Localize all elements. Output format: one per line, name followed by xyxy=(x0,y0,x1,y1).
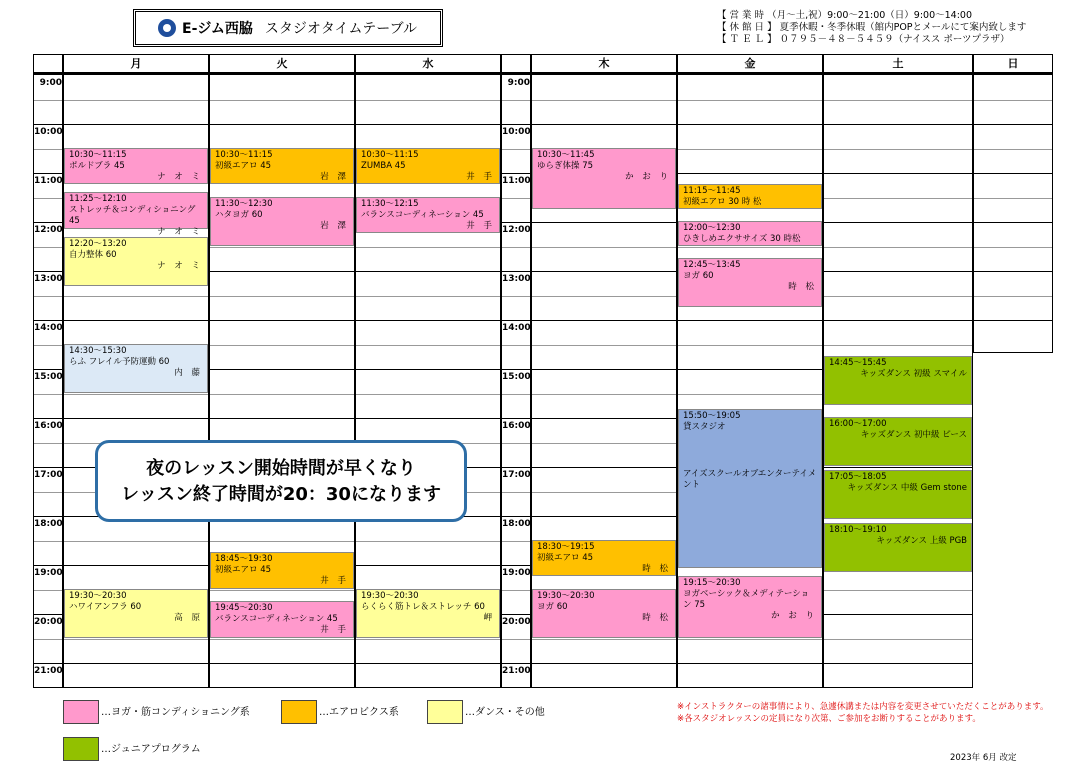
lesson-time: 11:30～12:15 xyxy=(361,198,419,209)
lesson-name: キッズダンス 上級 PGB xyxy=(876,536,967,547)
grid-line xyxy=(532,222,676,223)
grid-line xyxy=(678,394,822,395)
day-header: 火 xyxy=(209,54,355,74)
grid-line xyxy=(532,124,676,125)
grid-line xyxy=(356,320,500,321)
lesson-block[interactable] xyxy=(64,192,208,238)
lesson-instructor: 井 手 xyxy=(320,624,349,635)
grid-line xyxy=(356,296,500,297)
grid-line xyxy=(532,443,676,444)
grid-line xyxy=(64,100,208,101)
grid-line xyxy=(502,222,530,223)
grid-line xyxy=(532,418,676,419)
grid-line xyxy=(824,247,972,248)
notice-line-1: 夜のレッスン開始時間が早くなり xyxy=(146,458,416,479)
notice-line-2: レッスン終了時間が20：30になります xyxy=(121,484,441,505)
gym-logo-icon xyxy=(158,19,176,37)
time-column xyxy=(501,74,531,688)
grid-line xyxy=(210,320,354,321)
note-capacity: ※各スタジオレッスンの定員になり次第、ご参加をお断りすることがあります。 xyxy=(677,714,981,724)
lesson-instructor: 井 手 xyxy=(320,575,349,586)
grid-line xyxy=(678,369,822,370)
grid-line xyxy=(532,369,676,370)
lesson-instructor: アイズスクールオブエンターテイメント xyxy=(683,468,817,490)
grid-line xyxy=(502,516,530,517)
lesson-block[interactable] xyxy=(210,197,354,246)
grid-line xyxy=(356,271,500,272)
grid-line xyxy=(64,541,208,542)
lesson-name: 自力整体 60 xyxy=(69,250,117,261)
lesson-time: 14:30～15:30 xyxy=(69,345,127,356)
grid-line xyxy=(64,394,208,395)
lesson-instructor: 内 藤 xyxy=(174,367,203,378)
grid-line xyxy=(824,590,972,591)
grid-line xyxy=(502,271,530,272)
grid-line xyxy=(974,100,1052,101)
hours-info: 【 営 業 時 （月～土,祝）9:00～21:00（日）9:00～14:00 xyxy=(717,10,973,21)
grid-line xyxy=(356,124,500,125)
grid-line xyxy=(974,198,1052,199)
lesson-time: 15:50～19:05 xyxy=(683,410,741,421)
grid-line xyxy=(34,345,62,346)
time-label: 13:00 xyxy=(34,274,63,284)
grid-line xyxy=(678,149,822,150)
grid-line xyxy=(34,124,62,125)
lesson-name: キッズダンス 中級 Gem stone xyxy=(847,483,967,494)
lesson-name: バランスコーディネーション 45 xyxy=(361,209,484,220)
grid-line xyxy=(210,590,354,591)
lesson-block[interactable] xyxy=(210,552,354,589)
grid-line xyxy=(502,492,530,493)
grid-line xyxy=(532,663,676,664)
grid-line xyxy=(210,418,354,419)
note-instructor: ※インストラクターの諸事情により、急遽休講または内容を変更させていただくことがあります。 xyxy=(677,702,1049,712)
grid-line xyxy=(34,443,62,444)
time-label: 11:00 xyxy=(502,176,531,186)
grid-line xyxy=(502,173,530,174)
lesson-time: 19:30～20:30 xyxy=(361,590,419,601)
grid-line xyxy=(210,296,354,297)
grid-line xyxy=(34,467,62,468)
grid-line xyxy=(532,100,676,101)
day-header: 金 xyxy=(677,54,823,74)
lesson-name: ゆらぎ体操 75 xyxy=(537,160,594,171)
grid-line xyxy=(824,271,972,272)
time-label: 13:00 xyxy=(502,274,531,284)
lesson-name: キッズダンス 初中級 ピース xyxy=(860,430,967,440)
brand-name: E-ジム西脇 xyxy=(182,21,253,37)
grid-line xyxy=(678,639,822,640)
grid-line xyxy=(532,492,676,493)
lesson-instructor: か お り xyxy=(771,611,817,622)
lesson-block[interactable] xyxy=(824,523,972,572)
grid-line xyxy=(974,271,1052,272)
grid-line xyxy=(356,247,500,248)
grid-line xyxy=(356,565,500,566)
time-label: 11:00 xyxy=(34,176,63,186)
time-label: 21:00 xyxy=(502,666,531,676)
lesson-time: 18:45～19:30 xyxy=(215,553,273,564)
grid-line xyxy=(824,173,972,174)
grid-line xyxy=(34,541,62,542)
lesson-name: 初級エアロ 45 xyxy=(537,552,594,563)
lesson-name: 初級エアロ 45 xyxy=(215,564,272,575)
lesson-name: キッズダンス 初級 スマイル xyxy=(860,368,967,379)
grid-line xyxy=(502,639,530,640)
lesson-instructor: ナ オ ミ xyxy=(157,227,203,238)
time-label: 15:00 xyxy=(502,372,531,382)
lesson-instructor: ナ オ ミ xyxy=(157,261,203,272)
grid-line xyxy=(502,418,530,419)
lesson-name: ヨガ 60 xyxy=(683,270,714,281)
notice-box xyxy=(95,440,467,522)
grid-line xyxy=(34,100,62,101)
grid-line xyxy=(532,639,676,640)
time-label: 12:00 xyxy=(502,225,531,235)
lesson-time: 11:15～11:45 xyxy=(683,186,741,197)
lesson-name: 貸スタジオ xyxy=(683,421,726,432)
grid-line xyxy=(824,222,972,223)
lesson-block[interactable] xyxy=(356,197,500,234)
lesson-name: 初級エアロ 45 xyxy=(215,160,272,171)
grid-line xyxy=(824,320,972,321)
lesson-name: 初級エアロ 30 時 松 xyxy=(683,197,762,208)
time-label: 20:00 xyxy=(34,617,63,627)
grid-line xyxy=(502,541,530,542)
time-label: 19:00 xyxy=(502,568,531,578)
lesson-name: ハワイアンフラ 60 xyxy=(69,601,142,612)
grid-line xyxy=(678,345,822,346)
time-label: 17:00 xyxy=(34,470,63,480)
closed-info: 【 休 館 日 】 夏季休暇・冬季休暇（館内POPとメールにて案内致します xyxy=(717,22,1027,33)
grid-line xyxy=(210,541,354,542)
lesson-name: バランスコーディネーション 45 xyxy=(215,613,338,624)
lesson-block[interactable] xyxy=(532,148,676,209)
grid-line xyxy=(210,100,354,101)
tel-info: 【 Ｔ Ｅ Ｌ 】 ０７９５－４８－５４５９（ナイスス ポーツプラザ） xyxy=(717,34,1010,45)
grid-line xyxy=(678,663,822,664)
grid-line xyxy=(532,247,676,248)
grid-line xyxy=(824,663,972,664)
lesson-block[interactable] xyxy=(532,589,676,638)
grid-line xyxy=(502,198,530,199)
lesson-time: 19:15～20:30 xyxy=(683,578,741,589)
grid-line xyxy=(64,124,208,125)
grid-line xyxy=(34,394,62,395)
grid-line xyxy=(34,639,62,640)
grid-line xyxy=(532,296,676,297)
grid-line xyxy=(64,565,208,566)
lesson-block[interactable] xyxy=(64,148,208,185)
grid-line xyxy=(532,467,676,468)
lesson-time: 11:30～12:30 xyxy=(215,198,273,209)
legend-label-junior: …ジュニアプログラム xyxy=(101,744,201,755)
grid-line xyxy=(974,173,1052,174)
grid-line xyxy=(824,614,972,615)
lesson-instructor: 時 松 xyxy=(642,612,671,623)
lesson-block[interactable] xyxy=(356,148,500,185)
legend-label-aerobics: …エアロビクス系 xyxy=(319,707,399,718)
page-title: スタジオタイムテーブル xyxy=(264,21,418,37)
lesson-time: 18:10～19:10 xyxy=(829,525,887,536)
time-label: 9:00 xyxy=(39,78,62,88)
grid-line xyxy=(502,590,530,591)
lesson-name: ポルドブラ 45 xyxy=(69,160,125,171)
legend-swatch-aerobics xyxy=(281,700,317,724)
grid-line xyxy=(824,467,972,468)
grid-line xyxy=(210,369,354,370)
grid-line xyxy=(356,663,500,664)
grid-line xyxy=(64,663,208,664)
grid-line xyxy=(824,296,972,297)
grid-line xyxy=(824,124,972,125)
lesson-instructor: 井 手 xyxy=(466,220,495,231)
grid-line xyxy=(64,296,208,297)
grid-line xyxy=(678,100,822,101)
time-label: 18:00 xyxy=(34,519,63,529)
lesson-block[interactable] xyxy=(210,148,354,185)
day-header: 日 xyxy=(973,54,1053,74)
grid-line xyxy=(502,320,530,321)
grid-line xyxy=(34,516,62,517)
lesson-time: 10:30～11:15 xyxy=(69,149,127,160)
grid-line xyxy=(356,100,500,101)
grid-line xyxy=(34,149,62,150)
day-header: 水 xyxy=(355,54,501,74)
timetable-grid xyxy=(33,54,1053,689)
grid-line xyxy=(210,247,354,248)
legend-swatch-junior xyxy=(63,737,99,761)
grid-line xyxy=(356,345,500,346)
grid-line xyxy=(34,565,62,566)
lesson-block[interactable] xyxy=(210,601,354,638)
lesson-block[interactable] xyxy=(678,221,822,246)
day-header: 木 xyxy=(531,54,677,74)
lesson-block[interactable] xyxy=(532,540,676,577)
lesson-block[interactable] xyxy=(356,589,500,638)
time-label: 10:00 xyxy=(34,127,63,137)
grid-line xyxy=(34,614,62,615)
lesson-instructor: か お り xyxy=(625,171,671,182)
grid-line xyxy=(210,271,354,272)
grid-line xyxy=(34,173,62,174)
grid-line xyxy=(532,320,676,321)
lesson-name: ヨガ 60 xyxy=(537,601,568,612)
time-label: 21:00 xyxy=(34,666,63,676)
lesson-name: らくらく筋トレ＆ストレッチ 60 xyxy=(361,601,485,612)
lesson-block[interactable] xyxy=(678,184,822,209)
lesson-time: 10:30～11:15 xyxy=(215,149,273,160)
day-header: 土 xyxy=(823,54,973,74)
grid-line xyxy=(824,198,972,199)
grid-line xyxy=(532,516,676,517)
grid-line xyxy=(502,247,530,248)
grid-line xyxy=(974,320,1052,321)
legend-swatch-dance xyxy=(427,700,463,724)
grid-line xyxy=(34,296,62,297)
time-label: 19:00 xyxy=(34,568,63,578)
time-label: 12:00 xyxy=(34,225,63,235)
grid-line xyxy=(974,247,1052,248)
time-label: 16:00 xyxy=(34,421,63,431)
time-column xyxy=(33,74,63,688)
grid-line xyxy=(34,271,62,272)
grid-line xyxy=(678,247,822,248)
lesson-time: 12:45～13:45 xyxy=(683,259,741,270)
grid-line xyxy=(824,345,972,346)
grid-line xyxy=(64,639,208,640)
lesson-instructor: 岩 澤 xyxy=(320,171,349,182)
revision-date: 2023年 6月 改定 xyxy=(950,753,1017,763)
grid-line xyxy=(678,124,822,125)
lesson-instructor: ナ オ ミ xyxy=(157,171,203,182)
lesson-block[interactable] xyxy=(678,409,822,568)
lesson-time: 19:30～20:30 xyxy=(537,590,595,601)
grid-line xyxy=(678,320,822,321)
grid-line xyxy=(34,492,62,493)
time-label: 14:00 xyxy=(502,323,531,333)
lesson-time: 16:00～17:00 xyxy=(829,419,887,429)
grid-line xyxy=(502,467,530,468)
grid-line xyxy=(974,149,1052,150)
time-label: 16:00 xyxy=(502,421,531,431)
grid-line xyxy=(974,124,1052,125)
grid-line xyxy=(34,590,62,591)
lesson-instructor: 井 手 xyxy=(466,171,495,182)
lesson-instructor: 時 松 xyxy=(788,281,817,292)
lesson-time: 17:05～18:05 xyxy=(829,472,887,483)
lesson-block[interactable] xyxy=(824,356,972,405)
grid-line xyxy=(210,124,354,125)
grid-line xyxy=(356,541,500,542)
grid-line xyxy=(64,320,208,321)
time-label: 18:00 xyxy=(502,519,531,529)
time-label: 15:00 xyxy=(34,372,63,382)
lesson-time: 19:45～20:30 xyxy=(215,602,273,613)
grid-line xyxy=(502,369,530,370)
grid-line xyxy=(356,394,500,395)
grid-line xyxy=(356,639,500,640)
title-box xyxy=(133,9,443,47)
grid-line xyxy=(824,149,972,150)
lesson-block[interactable] xyxy=(64,237,208,286)
day-header: 月 xyxy=(63,54,209,74)
lesson-block[interactable] xyxy=(64,589,208,638)
grid-line xyxy=(210,394,354,395)
lesson-instructor: 岩 澤 xyxy=(320,220,349,231)
grid-line xyxy=(356,369,500,370)
lesson-time: 18:30～19:15 xyxy=(537,541,595,552)
lesson-instructor: 岬 xyxy=(483,612,495,623)
grid-line xyxy=(356,418,500,419)
grid-line xyxy=(502,394,530,395)
lesson-name: ストレッチ＆コンディショニング 45 xyxy=(69,205,196,227)
lesson-time: 19:30～20:30 xyxy=(69,590,127,601)
grid-line xyxy=(502,100,530,101)
lesson-block[interactable] xyxy=(64,344,208,393)
grid-line xyxy=(974,296,1052,297)
lesson-time: 12:00～12:30 xyxy=(683,223,741,233)
grid-line xyxy=(502,614,530,615)
grid-line xyxy=(210,663,354,664)
lesson-time: 12:20～13:20 xyxy=(69,239,127,250)
grid-line xyxy=(502,345,530,346)
grid-line xyxy=(502,663,530,664)
time-label: 14:00 xyxy=(34,323,63,333)
time-label: 20:00 xyxy=(502,617,531,627)
grid-line xyxy=(34,198,62,199)
grid-line xyxy=(34,247,62,248)
grid-line xyxy=(34,663,62,664)
grid-line xyxy=(974,222,1052,223)
grid-line xyxy=(824,639,972,640)
lesson-time: 10:30～11:15 xyxy=(361,149,419,160)
lesson-time: 14:45～15:45 xyxy=(829,357,887,368)
lesson-instructor: 高 原 xyxy=(174,612,203,623)
grid-line xyxy=(532,345,676,346)
time-label: 10:00 xyxy=(502,127,531,137)
grid-line xyxy=(824,100,972,101)
grid-line xyxy=(34,369,62,370)
time-label: 9:00 xyxy=(507,78,530,88)
legend-swatch-yoga xyxy=(63,700,99,724)
lesson-instructor: 時 松 xyxy=(642,563,671,574)
lesson-time: 11:25～12:10 xyxy=(69,194,127,205)
grid-line xyxy=(502,296,530,297)
lesson-block[interactable] xyxy=(678,576,822,637)
grid-line xyxy=(502,124,530,125)
grid-line xyxy=(502,565,530,566)
lesson-name: ひきしめエクササイズ 30 時松 xyxy=(683,234,801,244)
grid-line xyxy=(34,418,62,419)
grid-line xyxy=(502,443,530,444)
grid-line xyxy=(210,639,354,640)
grid-line xyxy=(34,320,62,321)
grid-line xyxy=(210,345,354,346)
lesson-name: ZUMBA 45 xyxy=(361,160,406,171)
legend-label-yoga: …ヨガ・筋コンディショニング系 xyxy=(101,707,250,718)
day-column xyxy=(973,74,1053,353)
time-label: 17:00 xyxy=(502,470,531,480)
lesson-name: らふ フレイル予防運動 60 xyxy=(69,356,170,367)
lesson-block[interactable] xyxy=(824,470,972,519)
time-header xyxy=(501,54,531,74)
grid-line xyxy=(678,173,822,174)
lesson-time: 10:30～11:45 xyxy=(537,149,595,160)
legend-label-dance: …ダンス・その他 xyxy=(465,707,545,718)
lesson-block[interactable] xyxy=(678,258,822,307)
grid-line xyxy=(34,222,62,223)
grid-line xyxy=(532,394,676,395)
grid-line xyxy=(64,418,208,419)
lesson-block[interactable] xyxy=(824,417,972,466)
grid-line xyxy=(532,271,676,272)
lesson-name: ハタヨガ 60 xyxy=(215,209,263,220)
grid-line xyxy=(502,149,530,150)
time-header xyxy=(33,54,63,74)
lesson-name: ヨガベーシック＆メディテーション 75 xyxy=(683,589,810,611)
